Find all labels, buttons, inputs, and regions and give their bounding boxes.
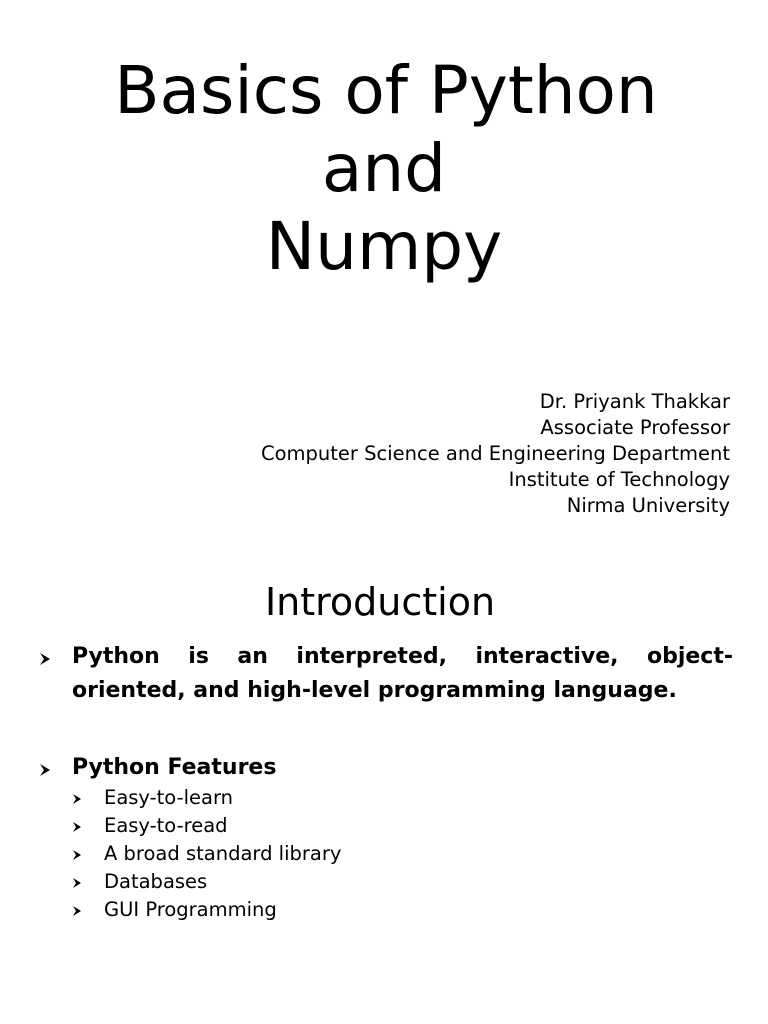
author-name: Dr. Priyank Thakkar — [539, 390, 730, 413]
arrow-bullet-icon — [72, 849, 84, 861]
author-department: Computer Science and Engineering Department — [260, 442, 730, 465]
author-institute: Institute of Technology — [508, 468, 730, 491]
title-line-1: Basics of Python — [114, 52, 658, 129]
list-item-label: Easy-to-learn — [104, 786, 234, 809]
bullet-text-2: Python Features — [72, 755, 277, 780]
list-item-label: GUI Programming — [104, 898, 277, 921]
title-line-2: and — [321, 130, 447, 207]
bullet-item-1 — [38, 640, 733, 710]
arrow-bullet-icon — [72, 821, 84, 833]
bullet-text-1: Python is an interpreted, interactive, object-oriented, and high-level programming language. — [72, 644, 733, 703]
arrow-bullet-icon — [72, 793, 84, 805]
list-item-label: A broad standard library — [104, 842, 342, 865]
author-block — [261, 389, 730, 519]
arrow-bullet-icon — [72, 905, 84, 917]
list-item — [72, 840, 472, 868]
arrow-bullet-icon — [72, 877, 84, 889]
author-position: Associate Professor — [540, 416, 730, 439]
arrow-bullet-icon — [38, 762, 54, 778]
arrow-bullet-icon — [38, 651, 54, 667]
bullet-item-2 — [38, 751, 733, 787]
list-item-label: Easy-to-read — [104, 814, 228, 837]
list-item — [72, 812, 472, 840]
list-item — [72, 868, 472, 896]
title-line-3: Numpy — [265, 208, 503, 285]
list-item-label: Databases — [104, 870, 208, 893]
author-university: Nirma University — [566, 494, 730, 517]
features-sublist — [72, 784, 472, 924]
list-item — [72, 784, 472, 812]
list-item — [72, 896, 472, 924]
section-heading-text: Introduction — [264, 580, 496, 624]
section-heading — [0, 578, 768, 626]
title-block — [0, 52, 768, 286]
